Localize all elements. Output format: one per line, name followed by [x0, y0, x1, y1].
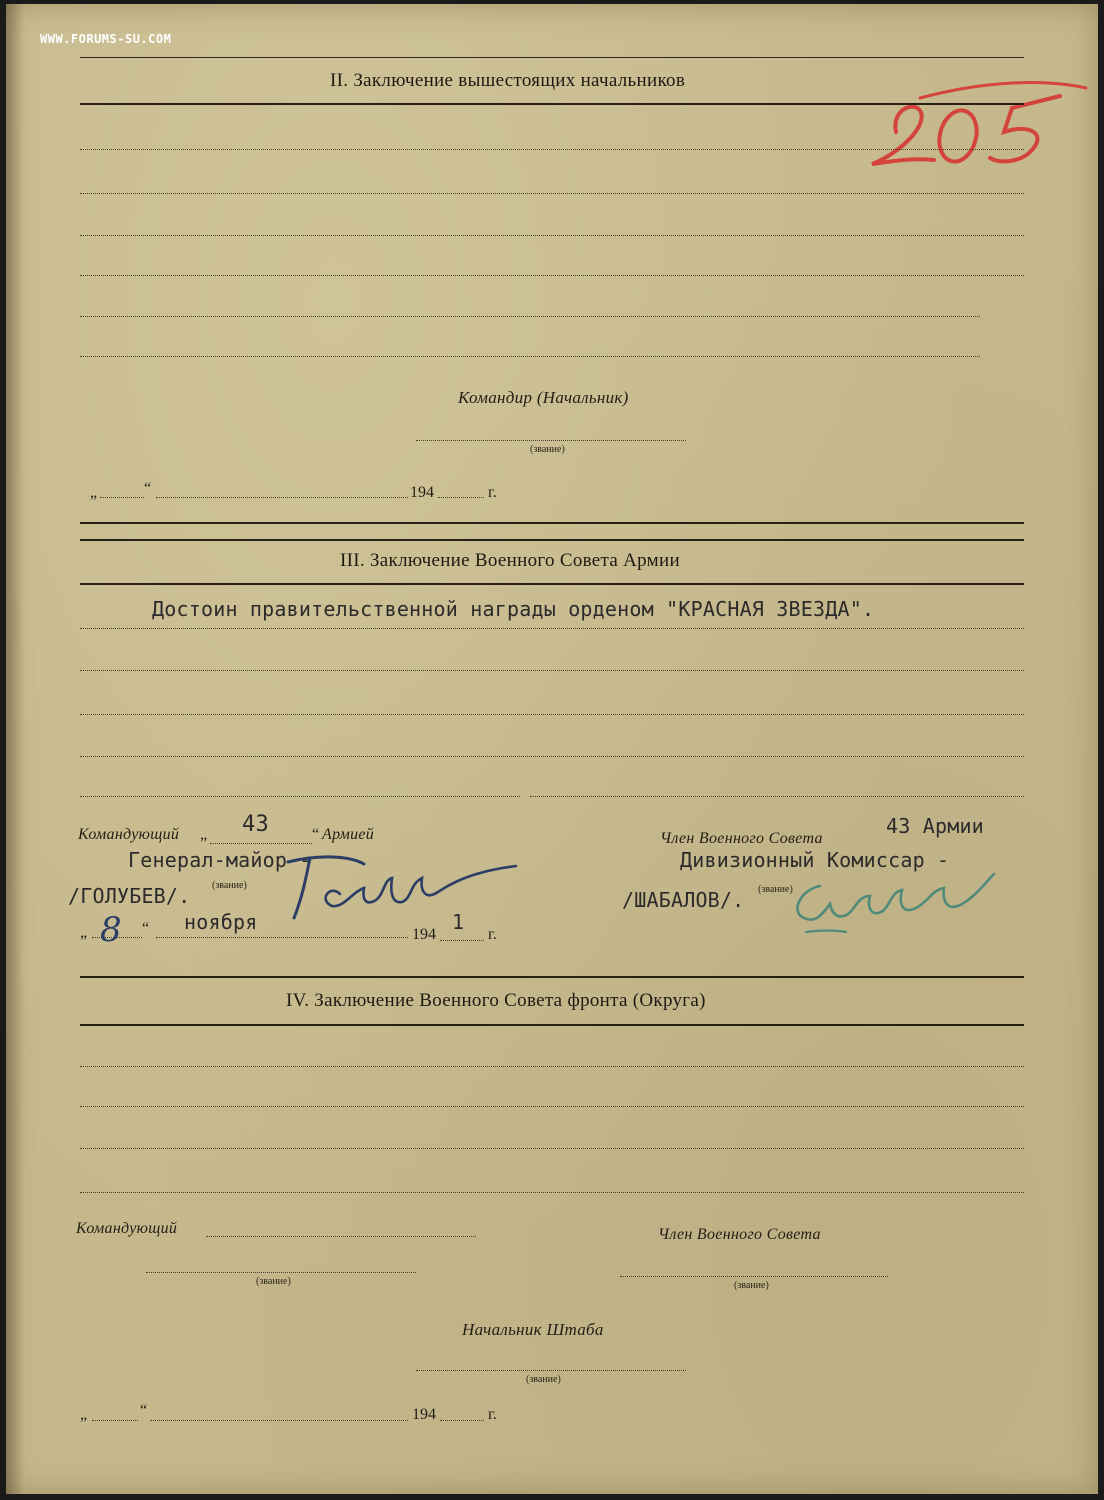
rank-caption: (звание) — [734, 1280, 769, 1291]
handwritten-number-205 — [860, 74, 1100, 174]
member-rank: Дивизионный Комиссар - — [680, 848, 950, 872]
council-member-label: Член Военного Совета — [660, 830, 823, 847]
document-sheet — [6, 4, 1098, 1494]
section-3-heading: III. Заключение Военного Совета Армии — [340, 550, 680, 571]
rank-caption: (звание) — [526, 1374, 561, 1385]
commander-rank: Генерал-майор - — [128, 848, 312, 872]
commander-rank-caption: (звание) — [212, 880, 247, 891]
top-rule — [80, 57, 1024, 58]
army-number-line — [210, 843, 312, 844]
dotted-line — [80, 1148, 1024, 1149]
rank-line — [416, 1370, 686, 1371]
rank-line — [620, 1276, 888, 1277]
dotted-line — [80, 1066, 1024, 1067]
commander-label: Командир (Начальник) — [458, 388, 629, 407]
year-suffix: г. — [488, 926, 497, 943]
army-number: 43 — [242, 812, 269, 837]
month-line — [150, 1420, 408, 1421]
front-commander-line — [206, 1236, 476, 1237]
month-typed: ноября — [184, 910, 258, 934]
rule — [80, 539, 1024, 541]
watermark: WWW.FORUMS-SU.COM — [40, 32, 172, 46]
year-prefix: 194 — [412, 926, 436, 943]
section-4-heading: IV. Заключение Военного Совета фронта (Округа) — [286, 990, 706, 1011]
date-quote-open: „ — [90, 484, 98, 501]
member-army: 43 Армии — [886, 814, 984, 838]
army-label: Армией — [322, 826, 375, 843]
rank-line — [416, 440, 686, 441]
member-signature — [780, 866, 1010, 940]
month-line — [156, 937, 408, 938]
rule — [80, 522, 1024, 524]
dotted-line — [80, 628, 1024, 629]
rule — [80, 103, 1024, 105]
dotted-line — [80, 796, 520, 797]
year-line — [438, 497, 484, 498]
dotted-line — [80, 670, 1024, 671]
member-name: /ШАБАЛОВ/. — [622, 888, 745, 912]
day-line — [92, 1420, 138, 1421]
conclusion-typed-text: Достоин правительственной награды орденом "КРАСНАЯ ЗВЕЗДА". — [152, 597, 875, 621]
year-suffix: г. — [488, 1406, 497, 1423]
commander-signature — [280, 848, 530, 928]
section-2-heading: II. Заключение вышестоящих начальников — [330, 70, 686, 91]
dotted-line — [80, 714, 1024, 715]
rule — [80, 976, 1024, 978]
page-crease-shadow — [6, 4, 24, 1494]
army-commander-label: Командующий — [78, 826, 180, 843]
year-prefix: 194 — [412, 1406, 436, 1423]
year-suffix: г. — [488, 484, 497, 501]
dotted-line — [80, 356, 980, 357]
dotted-line — [80, 235, 1024, 236]
dotted-line — [80, 756, 1024, 757]
dotted-line — [80, 316, 980, 317]
front-council-member-label: Член Военного Совета — [658, 1226, 821, 1243]
year-line — [440, 1420, 484, 1421]
dotted-line — [80, 193, 1024, 194]
dotted-line — [80, 1106, 1024, 1107]
member-rank-caption: (звание) — [758, 884, 793, 895]
dotted-line — [80, 1192, 1024, 1193]
year-line — [440, 940, 484, 941]
front-commander-label: Командующий — [76, 1220, 178, 1237]
rank-caption: (звание) — [256, 1276, 291, 1287]
year-digit: 1 — [452, 910, 465, 934]
rule — [80, 583, 1024, 585]
rank-caption: (звание) — [530, 444, 565, 455]
rank-line — [146, 1272, 416, 1273]
dotted-line — [80, 275, 1024, 276]
chief-of-staff-label: Начальник Штаба — [462, 1320, 604, 1339]
day-handwritten: 8 — [100, 910, 122, 950]
red-pencil-205-svg — [860, 74, 1100, 174]
dotted-line — [530, 796, 1024, 797]
month-line — [156, 497, 408, 498]
year-prefix: 194 — [410, 484, 434, 501]
day-line — [100, 497, 144, 498]
commander-name: /ГОЛУБЕВ/. — [68, 884, 191, 908]
dotted-line — [80, 149, 1024, 150]
date-quote-close: “ — [144, 480, 152, 497]
rule — [80, 1024, 1024, 1026]
